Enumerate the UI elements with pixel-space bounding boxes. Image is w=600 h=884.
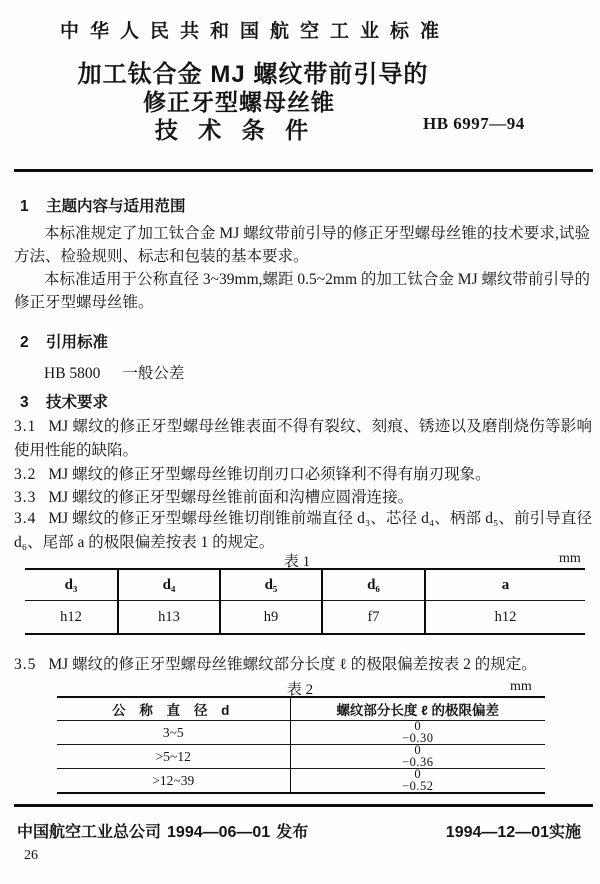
referenced-standard-line: [44, 361, 184, 383]
paragraph-scope-1: 本标准规定了加工钛合金 MJ 螺纹带前引导的修正牙型螺母丝锥的技术要求,试验方法、检验规则、标志和包装的基本要求。: [14, 225, 590, 265]
table-1-header-row: [25, 569, 585, 601]
footer-divider-rule: [14, 804, 593, 807]
tolerance-lower: −0.30: [402, 730, 434, 745]
clause-3-4: [14, 507, 592, 555]
header-divider-rule: [14, 169, 593, 172]
table-1-unit: mm: [559, 551, 581, 566]
table-1-header-a: a: [425, 569, 585, 601]
table-2-header-row: [57, 697, 545, 721]
clause-3-1-text: MJ 螺纹的修正牙型螺母丝锥表面不得有裂纹、刻痕、锈迹以及磨削烧伤等影响使用性能的缺陷。: [14, 418, 592, 459]
issuing-organization: 中国航空工业总公司: [17, 824, 162, 841]
footer-issue-statement: [17, 819, 308, 842]
table-2-row-2: [57, 745, 545, 769]
table-1-header-d6: d₆: [322, 569, 425, 601]
document-title-line3: 技 术 条 件: [154, 117, 316, 143]
section-3-title: 技术要求: [46, 394, 109, 411]
clause-3-5-number: 3.5: [14, 656, 37, 673]
table-1-header-d4: d₄: [118, 569, 220, 601]
table-2-row-1: [57, 721, 545, 745]
document-title-line1: 加工钛合金 MJ 螺纹带前引导的: [77, 61, 429, 88]
section-1-title: 主题内容与适用范围: [46, 198, 186, 215]
clause-3-3-number: 3.3: [14, 489, 37, 506]
section-1-number: 1: [20, 198, 29, 215]
diameter-range: 3~5: [162, 724, 184, 740]
tolerance-upper: 0: [414, 767, 422, 781]
tolerance-lower: −0.36: [402, 754, 434, 769]
diameter-range: >5~12: [155, 748, 191, 764]
clause-3-2-number: 3.2: [14, 466, 37, 483]
tolerance-value: [290, 745, 545, 769]
clause-3-1: [14, 415, 592, 463]
tolerance-value: [290, 769, 545, 794]
table-2-header-diameter: 公 称 直 径 d: [112, 703, 235, 718]
clause-3-3-text: MJ 螺纹的修正牙型螺母丝锥前面和沟槽应圆滑连接。: [48, 489, 414, 506]
clause-3-2-text: MJ 螺纹的修正牙型螺母丝锥切削刃口必须锋利不得有崩刃现象。: [48, 466, 491, 483]
issue-label: 发布: [276, 824, 309, 841]
section-1-body: [14, 222, 590, 314]
document-title-line2: 修正牙型螺母丝锥: [143, 89, 335, 115]
standard-number: HB 6997—94: [423, 114, 525, 133]
section-2-number: 2: [20, 334, 29, 351]
table-1-tolerance-d6: f7: [322, 601, 425, 635]
clause-3-2: [14, 463, 592, 487]
footer-implementation-statement: [446, 819, 581, 842]
implementation-date: 1994—12—01: [445, 824, 549, 841]
clause-3-4-number: 3.4: [14, 510, 37, 527]
section-2-heading: [20, 330, 108, 352]
table-1-value-row: [25, 601, 585, 635]
referenced-standard-code: HB 5800: [44, 365, 101, 382]
tolerance-upper: 0: [414, 743, 422, 757]
table-2-unit: mm: [510, 679, 532, 694]
table-1-tolerance-d5: h9: [220, 601, 322, 635]
table-1-header-d5: d₅: [220, 569, 322, 601]
standard-type-heading: 中华人民共和国航空工业标准: [59, 21, 450, 42]
table-1: [25, 568, 585, 635]
implementation-label: 实施: [548, 824, 581, 841]
tolerance-value: [290, 721, 545, 745]
table-1-tolerance-d4: h13: [118, 601, 220, 635]
table-1-caption: 表 1: [283, 554, 311, 570]
section-3-heading: [20, 390, 108, 412]
table-2-row-3: [57, 769, 545, 794]
table-2: [57, 696, 545, 794]
tolerance-lower: −0.52: [402, 778, 434, 793]
table-1-header-d3: d₃: [25, 569, 118, 601]
table-1-tolerance-d3: h12: [60, 608, 82, 625]
tolerance-upper: 0: [414, 719, 422, 733]
paragraph-scope-2: 本标准适用于公称直径 3~39mm,螺距 0.5~2mm 的加工钛合金 MJ 螺纹带前引导的修正牙型螺母丝锥。: [14, 271, 590, 311]
table-1-tolerance-a: h12: [425, 601, 585, 635]
clause-3-1-number: 3.1: [14, 418, 37, 435]
section-2-title: 引用标准: [46, 334, 109, 351]
table-2-header-tolerance: 螺纹部分长度 ℓ 的极限偏差: [290, 697, 545, 721]
referenced-standard-name: 一般公差: [122, 365, 185, 382]
diameter-range: >12~39: [152, 772, 195, 788]
table-2-caption: 表 2: [286, 682, 314, 698]
clause-3-5: [14, 653, 592, 677]
clause-3-4-text: MJ 螺纹的修正牙型螺母丝锥切削锥前端直径 d₃、芯径 d₄、柄部 d₅、前引导直径 d₆、尾部 a 的极限偏差按表 1 的规定。: [14, 510, 592, 551]
issue-date: 1994—06—01: [167, 824, 271, 841]
section-3-number: 3: [20, 394, 29, 411]
section-1-heading: [20, 194, 186, 216]
clause-3-5-text: MJ 螺纹的修正牙型螺母丝锥螺纹部分长度 ℓ 的极限偏差按表 2 的规定。: [48, 656, 537, 673]
page-number: 26: [24, 848, 38, 863]
